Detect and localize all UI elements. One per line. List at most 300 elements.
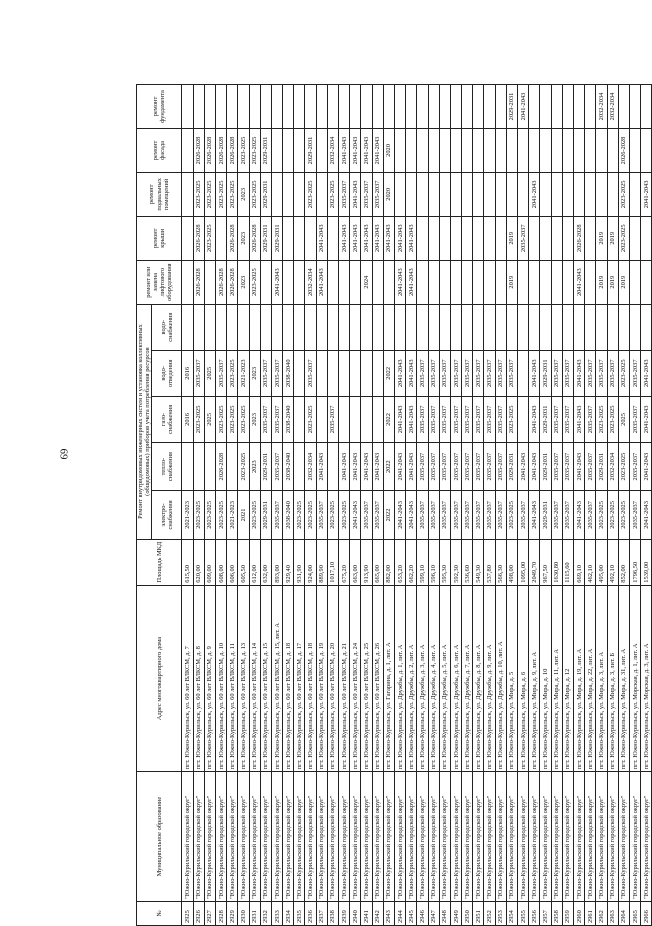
row-period-cell: 2029-2031: [260, 129, 271, 173]
row-period-cell: [294, 216, 305, 260]
row-period-cell: [182, 260, 193, 304]
table-row: [484, 85, 495, 926]
row-number: 2930: [238, 901, 249, 925]
row-period-cell: 2041-2043: [361, 129, 372, 173]
row-period-cell: [540, 129, 551, 173]
row-period-cell: 2041-2043: [641, 396, 652, 442]
row-period-cell: 2026-2028: [227, 260, 238, 304]
row-address: пгт. Южно-Курильск, ул. 60 лет ВЛКСМ, д. 8: [193, 585, 204, 772]
row-period-cell: 2029-2031: [596, 442, 607, 490]
row-period-cell: 2035-2037: [473, 350, 484, 396]
row-address: пгт. Южно-Курильск, ул. 60 лет ВЛКСМ, д. 15, лит. А: [271, 585, 282, 772]
row-period-cell: [562, 129, 573, 173]
row-number: 2931: [249, 901, 260, 925]
row-number: 2963: [607, 901, 618, 925]
row-period-cell: [641, 304, 652, 350]
row-period-cell: [495, 216, 506, 260]
row-period-cell: 2035-2037: [439, 442, 450, 490]
row-period-cell: 2032-2034: [327, 129, 338, 173]
row-period-cell: [473, 129, 484, 173]
row-municipality: "Южно-Курильский городской округ": [473, 772, 484, 902]
row-period-cell: [495, 129, 506, 173]
row-area: 931,90: [294, 539, 305, 585]
row-period-cell: 2023: [249, 350, 260, 396]
header-repair-group: Ремонт внутридомовых инженерных систем и установка коллективных (общедомовых) приборов учета потребления ресурсов: [137, 304, 152, 539]
row-period-cell: 2035-2037: [585, 491, 596, 539]
row-municipality: "Южно-Курильский городской округ": [350, 772, 361, 902]
row-period-cell: [462, 172, 473, 216]
row-address: пгт. Южно-Курильск, ул. 60 лет ВЛКСМ, д. 15: [260, 585, 271, 772]
row-period-cell: 2041-2043: [383, 216, 394, 260]
row-number: 2960: [573, 901, 584, 925]
row-period-cell: [406, 85, 417, 129]
row-address: пгт. Южно-Курильск, ул. 60 лет ВЛКСМ, д. 14: [249, 585, 260, 772]
row-period-cell: 2035-2037: [439, 350, 450, 396]
row-period-cell: [506, 304, 517, 350]
row-address: пгт. Южно-Курильск, ул. Мира, д. 22, лит. А: [585, 585, 596, 772]
row-address: пгт. Южно-Курильск, ул. Мира, д. 10: [540, 585, 551, 772]
table-row: [439, 85, 450, 926]
row-period-cell: 2029-2031: [260, 491, 271, 539]
table-row: [585, 85, 596, 926]
row-area: 596,10: [428, 539, 439, 585]
row-area: 1630,80: [551, 539, 562, 585]
row-period-cell: [294, 85, 305, 129]
table-row: [529, 85, 540, 926]
row-area: 1115,60: [562, 539, 573, 585]
row-period-cell: 2019: [596, 216, 607, 260]
row-period-cell: [227, 85, 238, 129]
row-period-cell: [406, 172, 417, 216]
row-municipality: "Южно-Курильский городской округ": [529, 772, 540, 902]
row-period-cell: 2023-2025: [305, 491, 316, 539]
row-period-cell: 2023-2025: [618, 491, 629, 539]
row-period-cell: [182, 442, 193, 490]
row-period-cell: [629, 85, 640, 129]
row-period-cell: [339, 396, 350, 442]
row-number: 2942: [372, 901, 383, 925]
row-period-cell: [596, 304, 607, 350]
row-period-cell: [641, 216, 652, 260]
row-period-cell: [417, 216, 428, 260]
row-period-cell: 2029-2031: [260, 216, 271, 260]
row-address: пгт. Южно-Курильск, ул. 60 лет ВЛКСМ, д. 26: [372, 585, 383, 772]
row-period-cell: 2020: [383, 172, 394, 216]
row-period-cell: 2035-2037: [439, 396, 450, 442]
header-address: Адрес многоквартирного дома: [137, 585, 182, 772]
row-period-cell: 2024: [361, 260, 372, 304]
row-period-cell: [629, 129, 640, 173]
row-period-cell: 2035-2037: [316, 491, 327, 539]
row-area: 882,00: [383, 539, 394, 585]
row-number: 2934: [283, 901, 294, 925]
row-period-cell: [316, 304, 327, 350]
row-period-cell: [551, 85, 562, 129]
row-number: 2929: [227, 901, 238, 925]
row-period-cell: 2023-2025: [227, 350, 238, 396]
row-period-cell: 2041-2043: [271, 260, 282, 304]
row-period-cell: [339, 85, 350, 129]
row-period-cell: 2035-2037: [484, 396, 495, 442]
row-address: пгт. Южно-Курильск, ул. 60 лет ВЛКСМ, д. 7: [182, 585, 193, 772]
row-number: 2953: [495, 901, 506, 925]
table-row: [562, 85, 573, 926]
row-period-cell: 2023: [249, 396, 260, 442]
row-period-cell: [249, 85, 260, 129]
row-period-cell: [585, 172, 596, 216]
row-period-cell: [294, 442, 305, 490]
row-period-cell: 2029-2031: [506, 85, 517, 129]
row-municipality: "Южно-Курильский городской округ": [641, 772, 652, 902]
row-period-cell: [204, 85, 215, 129]
row-period-cell: 2023-2025: [607, 396, 618, 442]
row-address: пгт. Южно-Курильск, ул. Дружбы, д. 9, лит. А: [484, 585, 495, 772]
row-area: 599,10: [417, 539, 428, 585]
row-period-cell: [495, 304, 506, 350]
row-number: 2926: [193, 901, 204, 925]
row-period-cell: [629, 260, 640, 304]
row-period-cell: [585, 129, 596, 173]
row-period-cell: 2035-2037: [629, 491, 640, 539]
row-period-cell: 2023-2025: [506, 491, 517, 539]
row-period-cell: 2035-2037: [484, 491, 495, 539]
page-number: 69: [57, 448, 70, 460]
row-period-cell: [215, 216, 226, 260]
row-period-cell: [283, 216, 294, 260]
table-row: [428, 85, 439, 926]
row-period-cell: [316, 85, 327, 129]
row-period-cell: 2026-2028: [215, 260, 226, 304]
row-period-cell: [529, 85, 540, 129]
row-period-cell: 2035-2037: [495, 396, 506, 442]
row-area: 663,00: [350, 539, 361, 585]
row-period-cell: [462, 129, 473, 173]
row-period-cell: [596, 129, 607, 173]
row-period-cell: 2035-2037: [215, 350, 226, 396]
row-address: пгт. Южно-Курильск, ул. Мира, д. 3, лит. А: [596, 585, 607, 772]
row-municipality: "Южно-Курильский городской округ": [629, 772, 640, 902]
row-period-cell: 2041-2043: [573, 396, 584, 442]
row-period-cell: 2023: [249, 442, 260, 490]
row-address: пгт. Южно-Курильск, ул. Морская, д. 1, лит. А: [629, 585, 640, 772]
table-row: [305, 85, 316, 926]
row-period-cell: 2023-2025: [238, 442, 249, 490]
row-period-cell: 2038-2040: [283, 350, 294, 396]
row-period-cell: [585, 216, 596, 260]
row-number: 2961: [585, 901, 596, 925]
row-period-cell: [215, 304, 226, 350]
row-period-cell: 2035-2037: [417, 350, 428, 396]
table-row: [618, 85, 629, 926]
row-address: пгт. Южно-Курильск, ул. Гагарина, д. 1, лит. А: [383, 585, 394, 772]
row-period-cell: 2032-2034: [305, 442, 316, 490]
row-area: 669,10: [573, 539, 584, 585]
row-area: 492,10: [607, 539, 618, 585]
row-period-cell: [540, 260, 551, 304]
header-facade: ремонт фасада: [137, 129, 182, 173]
table-row: [271, 85, 282, 926]
row-number: 2927: [204, 901, 215, 925]
table-row: [316, 85, 327, 926]
row-period-cell: [417, 260, 428, 304]
header-foundation: ремонт фундамента: [137, 85, 182, 129]
row-period-cell: [417, 129, 428, 173]
row-period-cell: 2035-2037: [271, 442, 282, 490]
row-address: пгт. Южно-Курильск, ул. 60 лет ВЛКСМ, д. 24: [350, 585, 361, 772]
row-period-cell: 2029-2031: [540, 350, 551, 396]
table-row: [238, 85, 249, 926]
row-number: 2950: [462, 901, 473, 925]
row-number: 2962: [596, 901, 607, 925]
repair-schedule-sheet: [136, 84, 650, 926]
row-period-cell: 2041-2043: [316, 260, 327, 304]
row-period-cell: [618, 85, 629, 129]
row-period-cell: 2023-2025: [249, 172, 260, 216]
row-period-cell: [462, 260, 473, 304]
row-period-cell: 2023: [238, 216, 249, 260]
row-period-cell: [249, 304, 260, 350]
row-number: 2946: [417, 901, 428, 925]
row-period-cell: [305, 216, 316, 260]
row-period-cell: 2035-2037: [495, 442, 506, 490]
row-period-cell: 2041-2043: [316, 442, 327, 490]
row-number: 2957: [540, 901, 551, 925]
row-period-cell: [495, 85, 506, 129]
row-period-cell: 2035-2037: [462, 442, 473, 490]
row-period-cell: 2041-2043: [372, 216, 383, 260]
row-period-cell: 2035-2037: [450, 491, 461, 539]
row-period-cell: [641, 85, 652, 129]
row-period-cell: 2035-2037: [372, 491, 383, 539]
row-period-cell: 2038-2040: [283, 442, 294, 490]
row-period-cell: 2023-2025: [618, 442, 629, 490]
table-row: [596, 85, 607, 926]
row-period-cell: [316, 129, 327, 173]
row-period-cell: 2041-2043: [529, 442, 540, 490]
row-period-cell: 2035-2037: [193, 350, 204, 396]
row-period-cell: [294, 396, 305, 442]
row-period-cell: 2025: [618, 396, 629, 442]
row-period-cell: [215, 85, 226, 129]
row-period-cell: 2035-2037: [417, 442, 428, 490]
row-municipality: "Южно-Курильский городской округ": [316, 772, 327, 902]
header-gas: газо-снабжения: [152, 396, 182, 442]
row-address: пгт. Южно-Курильск, ул. Дружбы, д. 7, лит. А: [462, 585, 473, 772]
table-row: [450, 85, 461, 926]
row-period-cell: [294, 304, 305, 350]
header-basement: ремонт подвальных помещений: [137, 172, 182, 216]
row-period-cell: 2029-2031: [540, 491, 551, 539]
table-row: [607, 85, 618, 926]
row-address: пгт. Южно-Курильск, ул. 60 лет ВЛКСМ, д. 13: [238, 585, 249, 772]
row-municipality: "Южно-Курильский городской округ": [361, 772, 372, 902]
row-period-cell: [439, 85, 450, 129]
row-municipality: "Южно-Курильский городской округ": [249, 772, 260, 902]
table-row: [406, 85, 417, 926]
row-period-cell: [428, 85, 439, 129]
row-number: 2933: [271, 901, 282, 925]
row-period-cell: [350, 350, 361, 396]
table-row: [204, 85, 215, 926]
row-municipality: "Южно-Курильский городской округ": [450, 772, 461, 902]
row-address: пгт. Южно-Курильск, ул. Мира, д. 5: [506, 585, 517, 772]
row-period-cell: 2035-2037: [629, 442, 640, 490]
row-period-cell: 2023-2025: [204, 216, 215, 260]
row-area: 608,00: [215, 539, 226, 585]
row-period-cell: [350, 304, 361, 350]
row-period-cell: 2035-2037: [518, 216, 529, 260]
row-period-cell: [350, 85, 361, 129]
row-municipality: "Южно-Курильский городской округ": [283, 772, 294, 902]
row-period-cell: 2035-2037: [417, 396, 428, 442]
row-period-cell: [473, 172, 484, 216]
row-period-cell: 2023-2025: [238, 396, 249, 442]
row-municipality: "Южно-Курильский городской округ": [372, 772, 383, 902]
row-period-cell: [641, 260, 652, 304]
table-body: [182, 85, 652, 926]
row-period-cell: [562, 304, 573, 350]
row-period-cell: [238, 85, 249, 129]
row-period-cell: [529, 260, 540, 304]
row-period-cell: [607, 304, 618, 350]
row-period-cell: [417, 304, 428, 350]
row-municipality: "Южно-Курильский городской округ": [327, 772, 338, 902]
row-period-cell: [327, 350, 338, 396]
row-period-cell: 2023-2025: [204, 172, 215, 216]
row-municipality: "Южно-Курильский городской округ": [607, 772, 618, 902]
row-municipality: "Южно-Курильский городской округ": [551, 772, 562, 902]
row-address: пгт. Южно-Курильск, ул. 60 лет ВЛКСМ, д. 19: [316, 585, 327, 772]
row-period-cell: [551, 216, 562, 260]
row-period-cell: 2023: [238, 172, 249, 216]
row-number: 2948: [439, 901, 450, 925]
row-municipality: "Южно-Курильский городской округ": [540, 772, 551, 902]
row-period-cell: 2041-2043: [394, 396, 405, 442]
table-row: [249, 85, 260, 926]
row-period-cell: 2035-2037: [473, 442, 484, 490]
row-period-cell: [193, 85, 204, 129]
row-period-cell: 2025: [204, 396, 215, 442]
row-period-cell: [484, 260, 495, 304]
row-municipality: "Южно-Курильский городской округ": [562, 772, 573, 902]
row-municipality: "Южно-Курильский городской округ": [585, 772, 596, 902]
row-municipality: "Южно-Курильский городской округ": [394, 772, 405, 902]
row-area: 495,00: [596, 539, 607, 585]
row-period-cell: 2026-2028: [193, 129, 204, 173]
row-address: пгт. Южно-Курильск, ул. Дружбы, д. 8, лит. А: [473, 585, 484, 772]
row-period-cell: 2026-2028: [215, 442, 226, 490]
row-period-cell: 2023-2025: [193, 491, 204, 539]
row-period-cell: 2023-2025: [215, 172, 226, 216]
row-period-cell: 2029-2031: [540, 396, 551, 442]
row-period-cell: [585, 260, 596, 304]
row-period-cell: [462, 85, 473, 129]
row-period-cell: [417, 172, 428, 216]
row-period-cell: [394, 172, 405, 216]
row-period-cell: 2041-2043: [394, 442, 405, 490]
row-period-cell: 2041-2043: [350, 129, 361, 173]
table-row: [260, 85, 271, 926]
row-period-cell: [204, 260, 215, 304]
table-row: [394, 85, 405, 926]
row-area: 620,00: [193, 539, 204, 585]
row-period-cell: [227, 442, 238, 490]
row-period-cell: 2021-2023: [227, 491, 238, 539]
row-period-cell: [428, 260, 439, 304]
row-address: пгт. Южно-Курильск, ул. Дружбы, д. 4, лит. А: [428, 585, 439, 772]
row-period-cell: 2035-2037: [450, 442, 461, 490]
row-period-cell: [551, 260, 562, 304]
row-period-cell: [596, 172, 607, 216]
row-period-cell: [607, 172, 618, 216]
row-period-cell: 2035-2037: [607, 350, 618, 396]
row-period-cell: 2035-2037: [562, 442, 573, 490]
row-period-cell: 2023-2025: [339, 491, 350, 539]
row-period-cell: 2023-2025: [249, 260, 260, 304]
row-period-cell: 2035-2037: [428, 396, 439, 442]
row-address: пгт. Южно-Курильск, ул. Мира, д. 9, лит. А: [529, 585, 540, 772]
row-period-cell: 2041-2043: [394, 216, 405, 260]
row-number: 2937: [316, 901, 327, 925]
row-area: 592,30: [450, 539, 461, 585]
row-period-cell: [473, 216, 484, 260]
row-period-cell: [540, 304, 551, 350]
row-municipality: "Южно-Курильский городской округ": [462, 772, 473, 902]
row-period-cell: 2041-2043: [641, 350, 652, 396]
row-period-cell: 2041-2043: [406, 216, 417, 260]
row-period-cell: 2035-2037: [439, 491, 450, 539]
row-number: 2947: [428, 901, 439, 925]
row-period-cell: 2023-2025: [215, 396, 226, 442]
row-period-cell: 2035-2037: [339, 172, 350, 216]
row-period-cell: 2041-2043: [406, 260, 417, 304]
row-period-cell: 2023-2025: [249, 491, 260, 539]
header-area: Площадь МКД: [137, 539, 182, 585]
row-period-cell: 2035-2037: [305, 350, 316, 396]
row-period-cell: 2041-2043: [573, 442, 584, 490]
row-period-cell: [428, 172, 439, 216]
row-period-cell: [417, 85, 428, 129]
row-period-cell: [484, 216, 495, 260]
row-period-cell: 2029-2031: [260, 172, 271, 216]
table-row: [462, 85, 473, 926]
row-period-cell: 2041-2043: [372, 442, 383, 490]
row-municipality: "Южно-Курильский городской округ": [406, 772, 417, 902]
row-period-cell: [204, 304, 215, 350]
row-address: пгт. Южно-Курильск, ул. Дружбы, д. 6, лит. А: [450, 585, 461, 772]
row-period-cell: 2023-2025: [596, 396, 607, 442]
row-period-cell: [529, 304, 540, 350]
row-period-cell: [305, 85, 316, 129]
row-period-cell: [283, 129, 294, 173]
row-period-cell: 2029-2031: [305, 129, 316, 173]
row-period-cell: 2041-2043: [518, 85, 529, 129]
row-period-cell: [193, 442, 204, 490]
row-period-cell: 2038-2040: [283, 491, 294, 539]
row-area: 1539,00: [641, 539, 652, 585]
table-row: [540, 85, 551, 926]
row-area: 609,00: [204, 539, 215, 585]
row-municipality: "Южно-Курильский городской округ": [596, 772, 607, 902]
row-period-cell: [327, 442, 338, 490]
header-municipality: Муниципальное образование: [137, 772, 182, 902]
row-number: 2935: [294, 901, 305, 925]
table-row: [372, 85, 383, 926]
row-period-cell: 2019: [607, 216, 618, 260]
row-period-cell: 2041-2043: [350, 442, 361, 490]
row-period-cell: 2035-2037: [484, 442, 495, 490]
row-period-cell: 2035-2037: [372, 172, 383, 216]
